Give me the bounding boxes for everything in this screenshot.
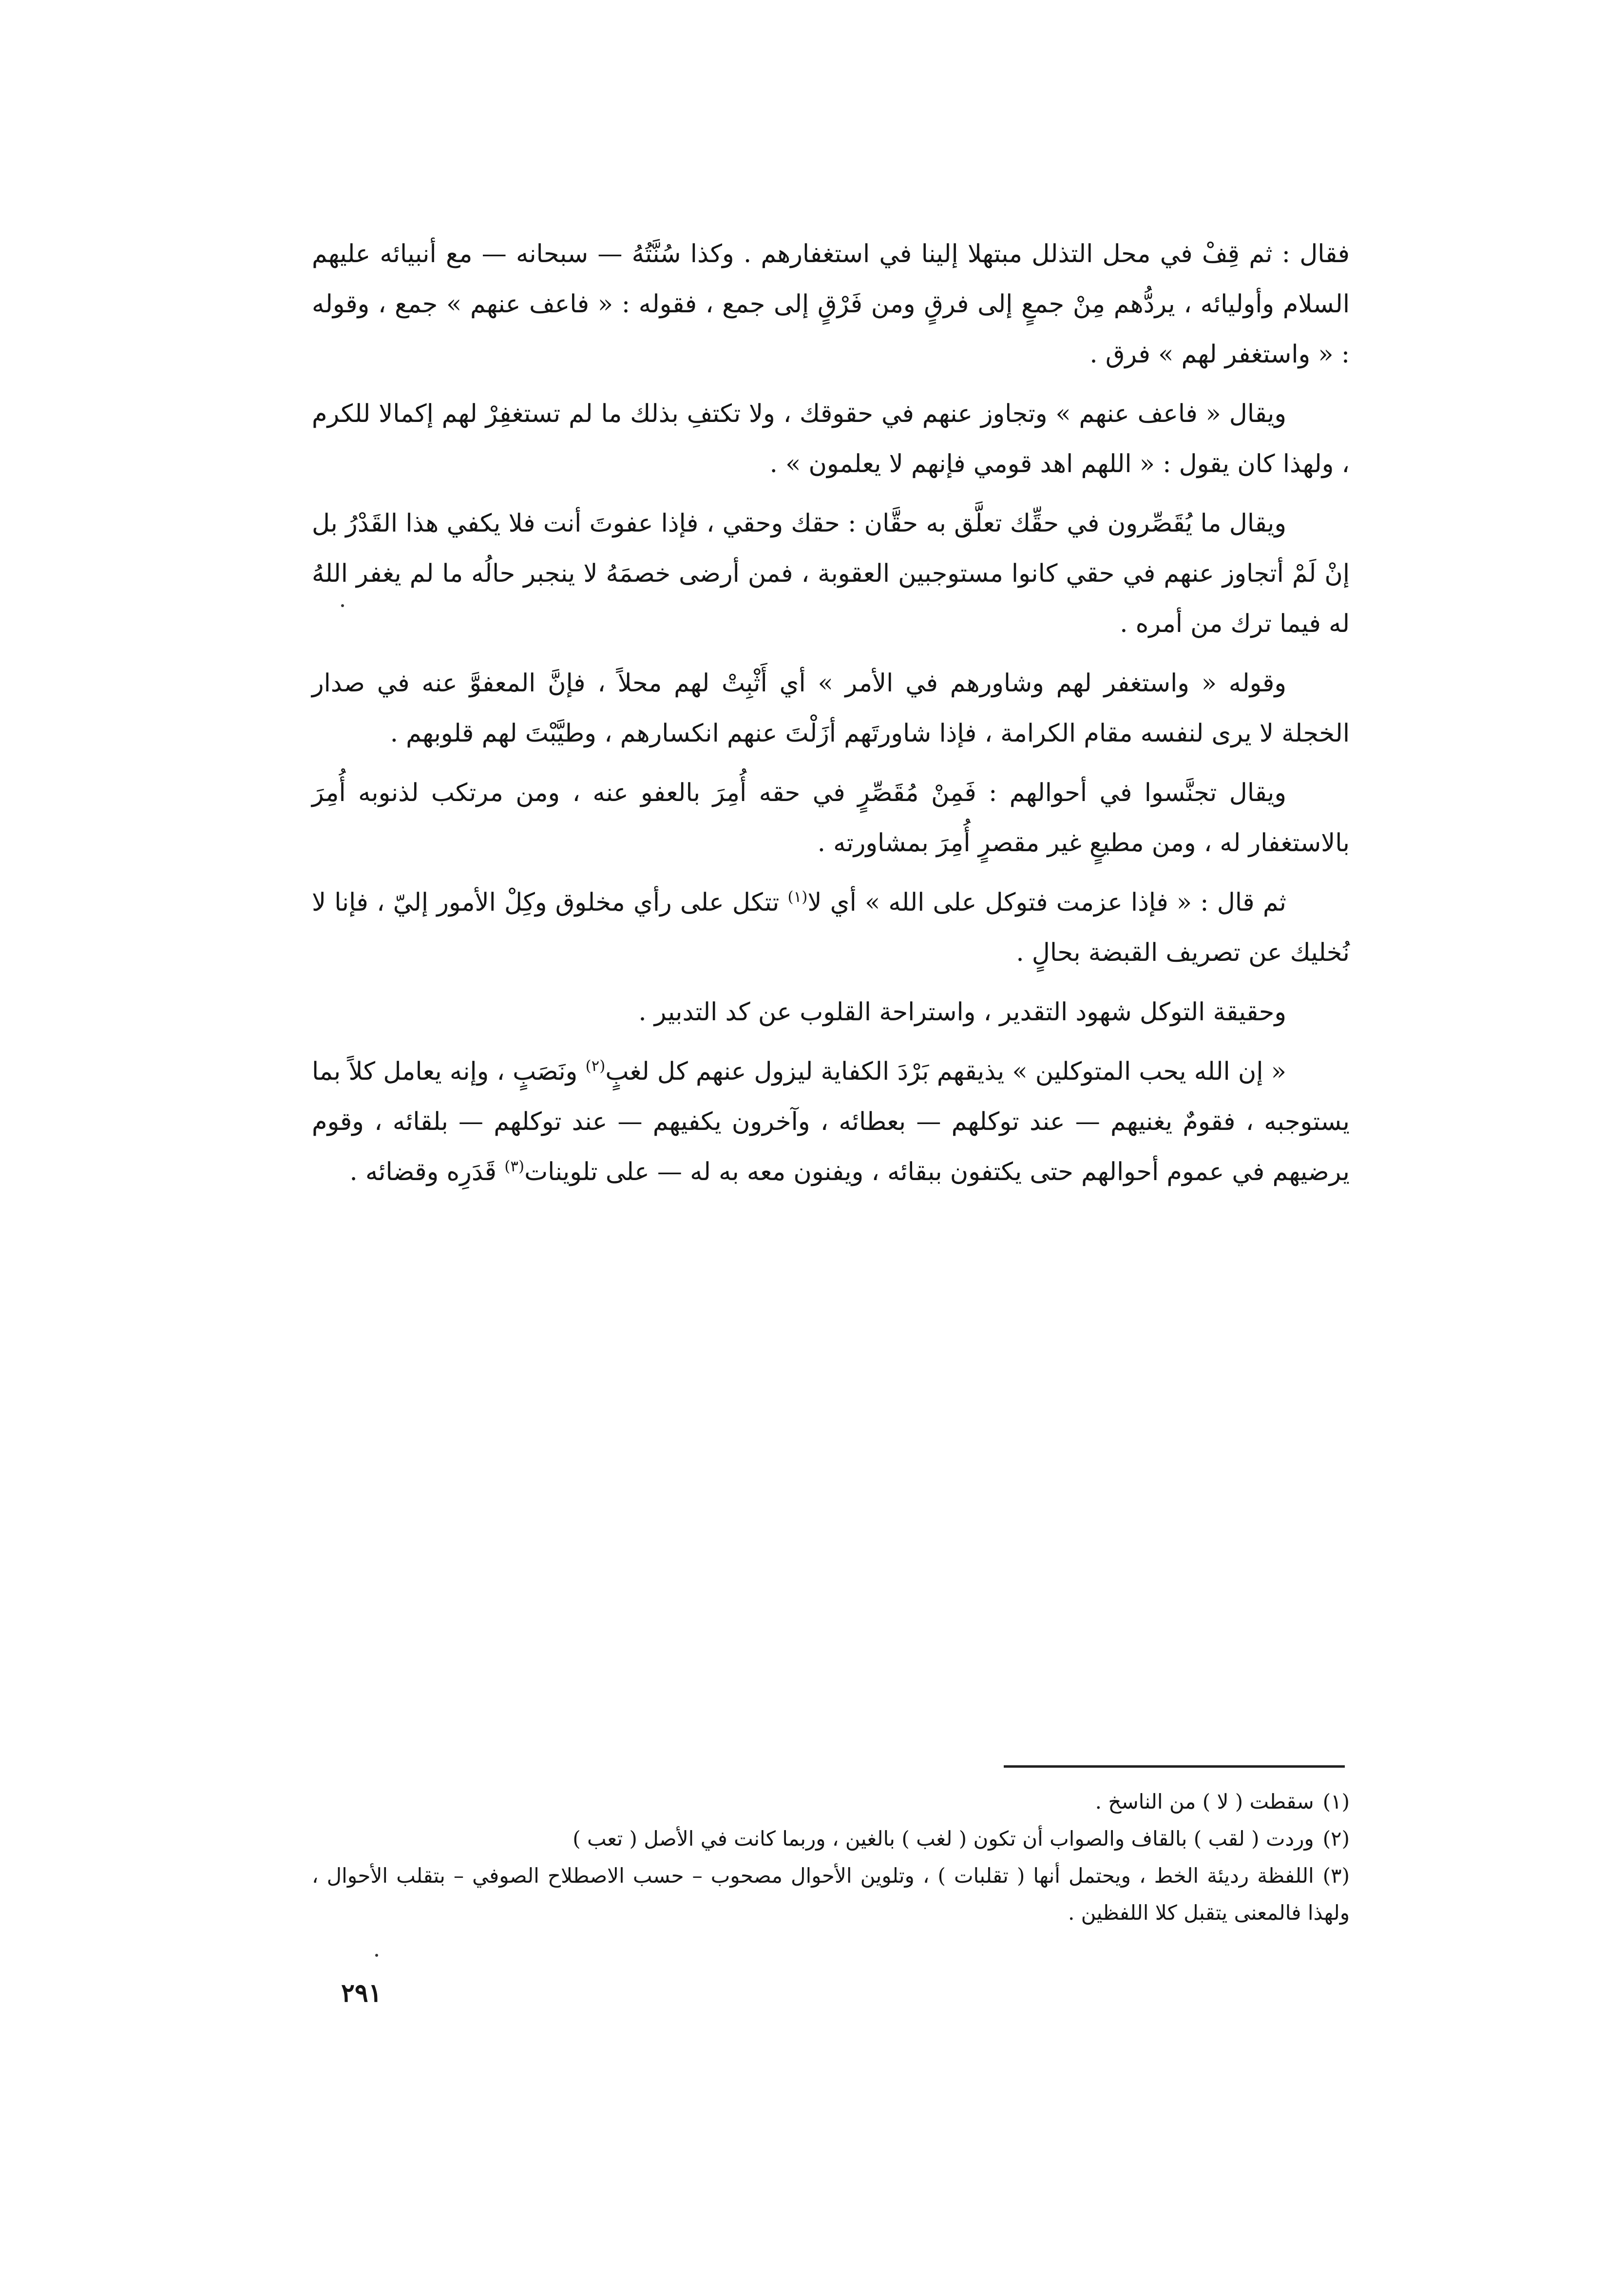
scan-speck — [375, 1954, 378, 1957]
paragraph: ويقال تجنَّسوا في أحوالهم : فَمِنْ مُقَصِّرٍ في حقه أُمِرَ بالعفو عنه ، ومن مرتكب لذنوبه أُمِرَ بالاستغفار له ، ومن مطيعٍ غير مقصرٍ أُمِرَ بمشاورته . — [312, 779, 1350, 858]
footnote-text: وردت ( لقب ) بالقاف والصواب أن تكون ( لغب ) بالغين ، وربما كانت في الأصل ( تعب ) — [573, 1827, 1314, 1851]
paragraph: فقال : ثم قِفْ في محل التذلل مبتهلا إلينا في استغفارهم . وكذا سُنَّتُهُ — سبحانه — مع أنبيائه عليهم السلام وأوليائه ، يردُّهم مِنْ جمعٍ إلى فرقٍ ومن فَرْقٍ إلى جمع ، فقوله : « فاعف عنهم » جمع ، وقوله : « واستغفر لهم » فرق . — [312, 240, 1350, 369]
footnote-number: (٢) — [1322, 1827, 1350, 1851]
footnote-text: اللفظة رديئة الخط ، ويحتمل أنها ( تقلبات ) ، وتلوين الأحوال مصحوب – حسب الاصطلاح الصوفي – بتقلب الأحوال ، ولهذا فالمعنى يتقبل كلا اللفظين . — [312, 1864, 1350, 1925]
scan-speck — [341, 604, 344, 607]
paragraph: ثم قال : « فإذا عزمت فتوكل على الله » أي لا$^{(١)}$ تتكل على رأي مخلوق وكِلْ الأمور إليّ ، فإنا لا نُخليك عن تصريف القبضة بحالٍ . — [312, 888, 1350, 967]
paragraph: ويقال ما يُقَصِّرون في حقِّك تعلَّق به حقَّان : حقك وحقي ، فإذا عفوتَ أنت فلا يكفي هذا القَدْرُ بل إنْ لَمْ أتجاوز عنهم في حقي كانوا مستوجبين العقوبة ، فمن أرضى خصمَهُ لا ينجبر حالُه ما لم يغفر اللهُ له فيما ترك من أمره . — [312, 509, 1350, 638]
footnote-text: سقطت ( لا ) من الناسخ . — [1095, 1790, 1314, 1814]
footnote — [312, 1857, 1350, 1931]
page-number: ٢٩١ — [341, 1978, 382, 2008]
footnote-reference: (٢) — [585, 1057, 606, 1075]
paragraph: وقوله « واستغفر لهم وشاورهم في الأمر » أي أَثْبِتْ لهم محلاً ، فإنَّ المعفوَّ عنه في صدار الخجلة لا يرى لنفسه مقام الكرامة ، فإذا شاورتَهم أزَلْتَ عنهم انكسارهم ، وطيَّبْتَ لهم قلوبهم . — [312, 669, 1350, 748]
footnotes — [312, 1783, 1350, 1931]
footnote-reference: (٣) — [504, 1158, 525, 1175]
paragraph: ويقال « فاعف عنهم » وتجاوز عنهم في حقوقك ، ولا تكتفِ بذلك ما لم تستغفِرْ لهم إكمالا للكرم ، ولهذا كان يقول : « اللهم اهد قومي فإنهم لا يعلمون » . — [312, 400, 1350, 478]
footnote-number: (٣) — [1322, 1864, 1350, 1888]
footnote — [312, 1783, 1350, 1820]
paragraph: « إن الله يحب المتوكلين » يذيقهم بَرْدَ الكفاية ليزول عنهم كل لغبٍ$^{(٢)}$ ونَصَبٍ ، وإنه يعامل كلاً بما يستوجبه ، فقومٌ يغنيهم — عند توكلهم — بعطائه ، وآخرون يكفيهم — عند توكلهم — بلقائه ، وقوم يرضيهم في عموم أحوالهم حتى يكتفون ببقائه ، ويفنون معه به له — على تلوينات$^{(٣)}$ قَدَرِه وقضائه . — [312, 1057, 1350, 1186]
footnote-reference: (١) — [787, 888, 808, 906]
footnote-number: (١) — [1322, 1790, 1350, 1814]
footnote — [312, 1820, 1350, 1857]
paragraph: وحقيقة التوكل شهود التقدير ، واستراحة القلوب عن كد التدبير . — [638, 998, 1286, 1027]
main-text — [312, 229, 1350, 1206]
footnote-separator — [1004, 1765, 1345, 1768]
